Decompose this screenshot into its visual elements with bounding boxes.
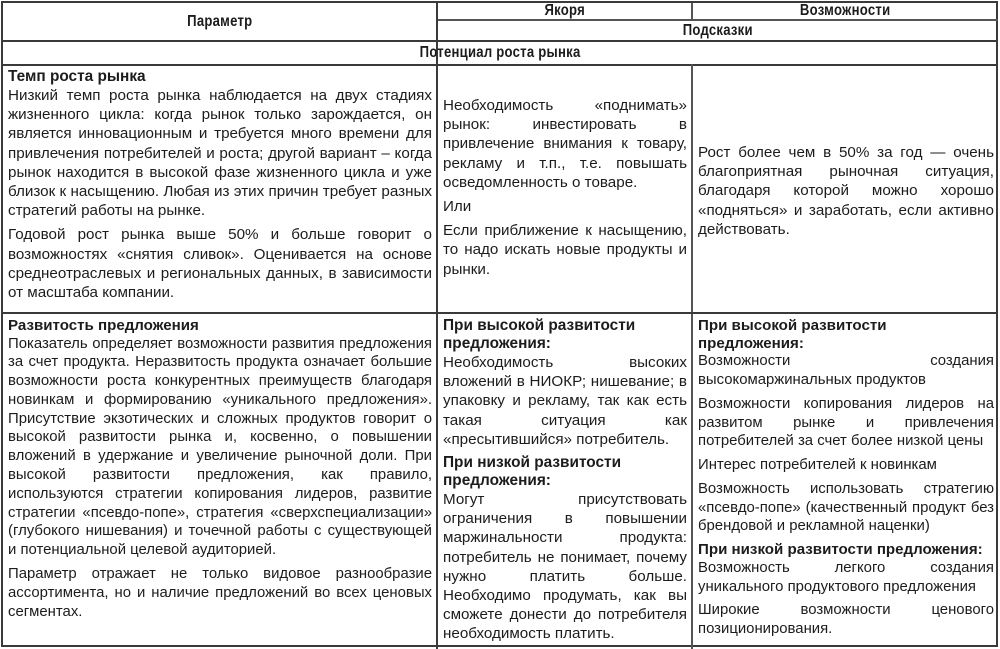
row-growth-anchor-paragraph: Необходимость «поднимать» рынок: инвестировать в привлечение внимания к товару, рекламу и т.п., т.е. повышать осведомленность о товаре. — [443, 97, 687, 191]
header-parameter-label: Параметр — [186, 12, 253, 30]
header-opportunities-label: Возможности — [800, 3, 891, 19]
row-offer-opportunities-cell — [693, 316, 998, 649]
row-offer-opportunities-high-paragraph: Возможности копирования лидеров на развитом рынке и привлечения потребителей за счет более низкой цены — [698, 395, 994, 450]
row-offer-opportunities-low-paragraph: Широкие возможности ценового позиционирования. — [698, 602, 994, 638]
row-offer-opportunities-high-title: При высокой развитости предложения: — [698, 317, 887, 352]
section-title-label: Потенциал роста рынка — [420, 44, 581, 61]
row-growth-anchor-paragraph: Если приближение к насыщению, то надо искать новые продукты и рынки. — [443, 222, 687, 278]
header-anchors — [438, 3, 691, 19]
row-growth-opportunity-paragraph: Рост более чем в 50% за год — очень благоприятная рыночная ситуация, благодаря которой можно хорошо «подняться» и заработать, если активно действовать. — [698, 144, 994, 238]
row-growth-paragraph: Годовой рост рынка выше 50% и больше говорит о возможностях «снятия сливок». Оценивается на основе среднеотраслевых и региональных данных, в зависимости от масштаба компании. — [8, 226, 432, 302]
row-offer-anchors-low-paragraph: Могут присутствовать ограничения в повышении маржинальности продукта: потребитель не понимает, почему нужно платить больше. Необходимо продумать, как вы сможете донести до потребителя необходимость платить. — [443, 491, 687, 643]
row-offer-anchors-high-title: При высокой развитости предложения: — [443, 317, 636, 352]
row-growth-opportunities-cell — [693, 143, 998, 312]
row-offer-anchors-low-title: При низкой развитости предложения: — [443, 454, 622, 490]
row-offer-opportunities-low-title: При низкой развитости предложения: — [698, 541, 983, 559]
row-offer-paragraph: Параметр отражает не только видовое разнообразие ассортимента, но и наличие предложений во всех ценовых сегментах. — [8, 565, 432, 620]
row-growth-paragraph: Низкий темп роста рынка наблюдается на двух стадиях жизненного цикла: когда рынок только зарождается, он является инновационным и требуется много времени для привлечения потребителей и роста; другой вариант – когда рынок находится в высокой фазе жизненного цикла и уже близок к насыщению. Любая из этих причин требует разных стратегий работы на рынке. — [8, 87, 432, 220]
header-anchors-label: Якоря — [544, 3, 585, 19]
market-potential-table — [1, 1, 998, 647]
header-parameter — [3, 3, 436, 40]
row-offer-opportunities-high-paragraph: Интерес потребителей к новинкам — [698, 457, 937, 474]
row-offer-opportunities-low-paragraph: Возможность легкого создания уникального продуктового предложения — [698, 559, 994, 595]
row-growth-anchor-paragraph: Или — [443, 198, 472, 216]
row-offer-anchors-high-paragraph: Необходимость высоких вложений в НИОКР; нишевание; в упаковку и рекламу, так как есть такая ситуация как «пресытившийся» потребитель. — [443, 354, 687, 448]
row-offer-parameter-cell — [3, 316, 436, 649]
section-title — [3, 42, 998, 64]
row-growth-parameter-cell — [3, 67, 436, 312]
header-hints-label: Подсказки — [682, 21, 754, 39]
row-divider — [3, 312, 998, 314]
row-growth-title: Темп роста рынка — [8, 68, 146, 85]
section-bottom-divider — [3, 64, 998, 66]
header-opportunities — [693, 3, 998, 19]
row-offer-opportunities-high-paragraph: Возможность использовать стратегию «псевдо-попе» (качественный продукт без брендовой и рекламной наценки) — [698, 480, 994, 535]
row-growth-anchors-cell — [438, 96, 691, 312]
row-offer-opportunities-high-paragraph: Возможности создания высокомаржинальных продуктов — [698, 353, 994, 388]
header-hints — [438, 21, 998, 40]
row-offer-title: Развитость предложения — [8, 317, 199, 334]
row-offer-paragraph: Показатель определяет возможности развития предложения за счет продукта. Неразвитость продукта означает большие возможности роста конкурентных преимуществ благодаря новинкам и формированию «уникального предложения». Присутствие экзотических и сложных продуктов говорит о высокой развитости рынка и, косвенно, о повышении вложений в удержание и увеличение рыночной доли. При высокой развитости предложения, как правило, используются стратегии копирования лидеров, развитие стратегии «псевдо-попе», стратегия «сверхспециализации» (глубокого нишевания) и точечной работы с существующей и потенциальной целевой аудиторией. — [8, 335, 432, 559]
row-offer-anchors-cell — [438, 316, 691, 649]
